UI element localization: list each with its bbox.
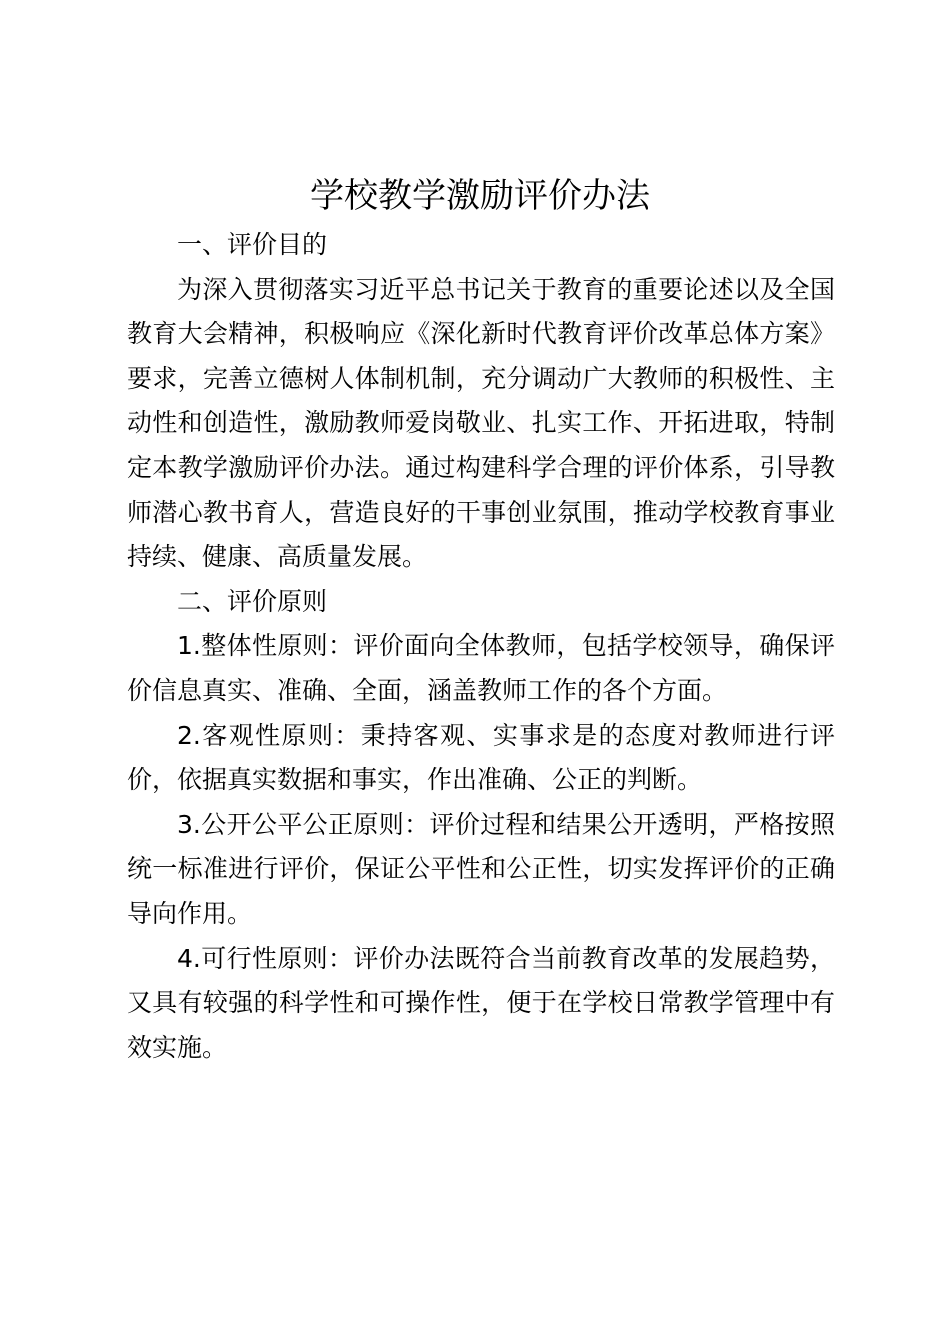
section-heading-purpose: 一、评价目的 bbox=[177, 230, 328, 259]
principle-item-3: 3.公开公平公正原则：评价过程和结果公开透明，严格按照统一标准进行评价，保证公平性和公正性，切实发挥评价的正确导向作用。 bbox=[127, 809, 835, 928]
principle-item-1: 1.整体性原则：评价面向全体教师，包括学校领导，确保评价信息真实、准确、全面，涵盖教师工作的各个方面。 bbox=[127, 631, 835, 705]
principle-item-2: 2.客观性原则：秉持客观、实事求是的态度对教师进行评价，依据真实数据和事实，作出准确、公正的判断。 bbox=[127, 720, 835, 795]
document-body bbox=[127, 223, 835, 1070]
document-title: 学校教学激励评价办法 bbox=[310, 176, 650, 216]
principle-item-4: 4.可行性原则：评价办法既符合当前教育改革的发展趋势，又具有较强的科学性和可操作性，便于在学校日常教学管理中有效实施。 bbox=[127, 943, 835, 1062]
section-heading-principles: 二、评价原则 bbox=[177, 586, 328, 616]
paragraph-purpose: 为深入贯彻落实习近平总书记关于教育的重要论述以及全国教育大会精神，积极响应《深化新时代教育评价改革总体方案》要求，完善立德树人体制机制，充分调动广大教师的积极性、主动性和创造性，激励教师爱岗敬业、扎实工作、开拓进取，特制定本教学激励评价办法。通过构建科学合理的评价体系，引导教师潜心教书育人，营造良好的干事创业氛围，推动学校教育事业持续、健康、高质量发展。 bbox=[127, 274, 835, 572]
